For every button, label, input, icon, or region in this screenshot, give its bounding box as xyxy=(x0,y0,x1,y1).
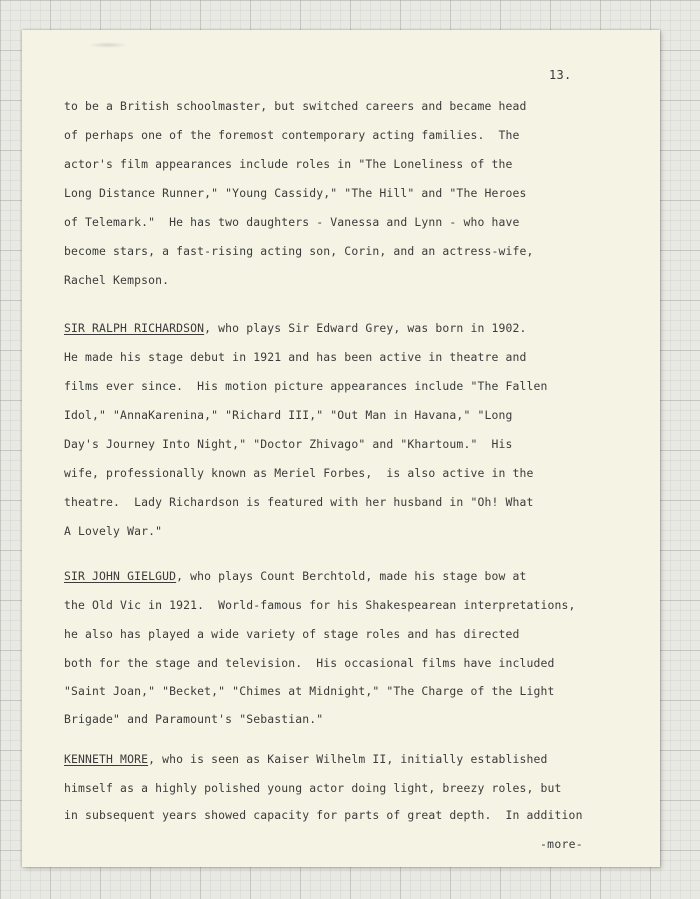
text-line: he also has played a wide variety of stage roles and has directed xyxy=(64,627,520,641)
text-line: films ever since. His motion picture appearances include "The Fallen xyxy=(64,379,548,393)
text-line: to be a British schoolmaster, but switched careers and became head xyxy=(64,99,527,113)
text-line: A Lovely War." xyxy=(64,524,163,538)
text-line: "Saint Joan," "Becket," "Chimes at Midnight," "The Charge of the Light xyxy=(64,684,555,698)
text-line: Day's Journey Into Night," "Doctor Zhivago" and "Khartoum." His xyxy=(64,437,513,451)
text-line: in subsequent years showed capacity for parts of great depth. In addition xyxy=(64,808,583,822)
continuation-marker: -more- xyxy=(540,837,583,851)
actor-name-more: KENNETH MORE xyxy=(64,752,149,766)
text-line: Idol," "AnnaKarenina," "Richard III," "Out Man in Havana," "Long xyxy=(64,408,513,422)
text-line: Brigade" and Paramount's "Sebastian." xyxy=(64,712,324,726)
text-line: of perhaps one of the foremost contemporary acting families. The xyxy=(64,128,520,142)
text-line: of Telemark." He has two daughters - Vanessa and Lynn - who have xyxy=(64,215,520,229)
text-line: theatre. Lady Richardson is featured with her husband in "Oh! What xyxy=(64,495,534,509)
actor-name-gielgud: SIR JOHN GIELGUD xyxy=(64,569,177,583)
actor-name-richardson: SIR RALPH RICHARDSON xyxy=(64,321,205,335)
page-number: 13. xyxy=(549,68,572,82)
text-line: himself as a highly polished young actor doing light, breezy roles, but xyxy=(64,781,562,795)
paragraph-lead-line xyxy=(64,321,527,335)
text-line: He made his stage debut in 1921 and has been active in theatre and xyxy=(64,350,527,364)
text-line: both for the stage and television. His occasional films have included xyxy=(64,656,555,670)
lead-text: , who plays Sir Edward Grey, was born in 1902. xyxy=(204,321,527,335)
text-line: Rachel Kempson. xyxy=(64,273,170,287)
text-line: actor's film appearances include roles in "The Loneliness of the xyxy=(64,157,513,171)
paragraph-lead-line xyxy=(64,569,527,583)
text-line: Long Distance Runner," "Young Cassidy," "The Hill" and "The Heroes xyxy=(64,186,527,200)
text-line: become stars, a fast-rising acting son, Corin, and an actress-wife, xyxy=(64,244,534,258)
typed-page xyxy=(22,30,660,867)
paper-smudge xyxy=(88,42,128,48)
lead-text: , who is seen as Kaiser Wilhelm II, initially established xyxy=(148,752,548,766)
lead-text: , who plays Count Berchtold, made his stage bow at xyxy=(176,569,527,583)
text-line: the Old Vic in 1921. World-famous for his Shakespearean interpretations, xyxy=(64,598,576,612)
text-line: wife, professionally known as Meriel Forbes, is also active in the xyxy=(64,466,534,480)
paragraph-lead-line xyxy=(64,752,548,766)
